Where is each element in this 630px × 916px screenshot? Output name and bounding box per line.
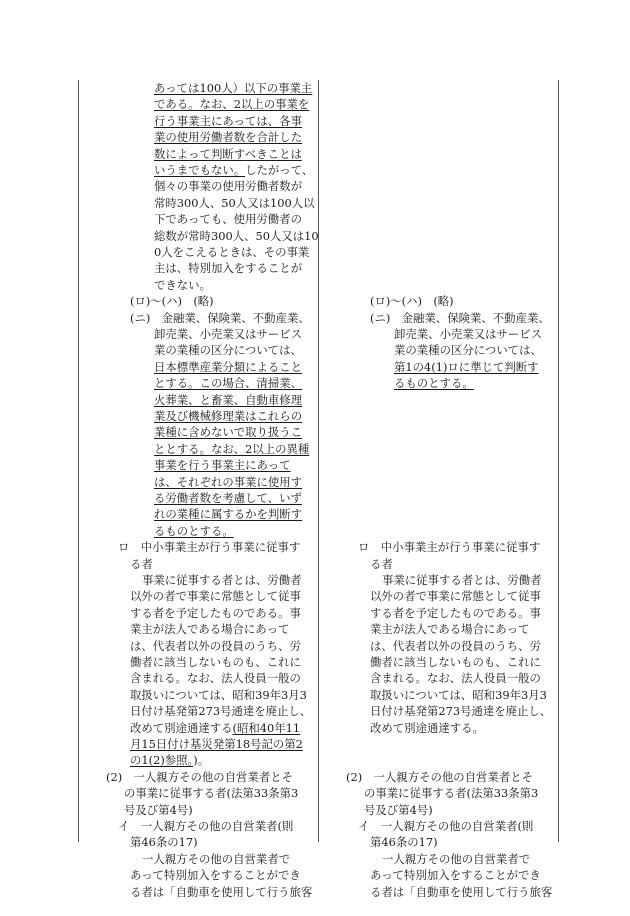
right-border — [558, 80, 559, 842]
line-text: る者は「自動車を使用して行う旅客 — [370, 884, 553, 899]
line-text: 第1の4(1)ロに準じて判断す — [394, 359, 539, 374]
text-line — [358, 539, 540, 555]
text-line — [154, 162, 313, 178]
line-text: るものとする。 — [154, 523, 234, 538]
line-text: 含まれる。なお、法人役員一般の — [370, 671, 541, 686]
text-line — [382, 572, 541, 588]
text-line — [130, 293, 214, 309]
line-text: 第46条の17) — [130, 835, 198, 850]
line-text: 業種に含めないで取り扱うこ — [154, 425, 303, 440]
text-line — [394, 359, 539, 375]
line-text: 第46条の17) — [370, 835, 438, 850]
line-text: 以外の者で事業に常態として従事 — [130, 589, 301, 604]
text-line — [370, 867, 541, 883]
line-text: 0人をこえるときは、その事業 — [154, 245, 310, 259]
line-text: あって特別加入をすることができ — [130, 868, 301, 883]
text-line — [154, 408, 302, 424]
text-line — [154, 375, 302, 391]
text-line — [130, 867, 301, 883]
center-divider — [318, 80, 319, 842]
line-text: 一人親方その他の自営業者で — [382, 851, 531, 866]
line-text-tail: したがって、 — [245, 163, 314, 177]
text-line — [370, 703, 551, 719]
line-text: 個々の事業の使用労働者数が — [154, 179, 303, 194]
line-text: 日本標準産業分類によること — [154, 359, 303, 374]
text-line — [130, 621, 289, 637]
line-text: とする。この場合、清掃業、 — [154, 376, 303, 391]
text-line — [364, 785, 538, 801]
line-text-underlined-tail: (昭和40年11 — [232, 720, 301, 735]
line-text: 業の業種の区分については、 — [154, 343, 302, 358]
line-text: (2) 一人親方その他の自営業者とそ — [346, 769, 533, 784]
line-text: は、代表者以外の役員のうち、労 — [130, 638, 301, 653]
text-line — [130, 654, 301, 670]
text-line — [130, 605, 301, 621]
line-text: 改めて別途通達する。 — [370, 720, 484, 735]
line-text: 業の使用労働者数を合計した — [154, 130, 303, 145]
text-line — [130, 556, 153, 572]
text-line — [154, 424, 302, 440]
text-line — [130, 687, 307, 703]
line-text: (ニ) 金融業、保険業、不動産業、 — [130, 310, 310, 325]
line-text: である。なお、2以上の事業を — [154, 97, 310, 112]
line-text: できない。 — [154, 277, 211, 292]
text-line — [130, 752, 209, 768]
text-line — [154, 326, 302, 342]
line-text: の事業に従事する者(法第33条第3 — [364, 786, 539, 801]
text-line — [370, 621, 529, 637]
line-text: 業主が法人である場合にあって — [130, 622, 290, 637]
line-text: 行う事業主にあっては、各事 — [154, 113, 302, 128]
text-line — [370, 687, 547, 703]
text-line — [154, 96, 309, 112]
line-text: 業主が法人である場合にあって — [370, 622, 530, 637]
line-text: れの業種に属するかを判断す — [154, 507, 303, 522]
line-text: 数によって判断すべきことは — [154, 146, 302, 161]
text-line — [370, 605, 541, 621]
text-line — [370, 556, 393, 572]
text-line — [370, 638, 541, 654]
text-line — [154, 80, 312, 96]
line-text: (ニ) 金融業、保険業、不動産業、 — [370, 310, 550, 325]
text-line — [130, 834, 198, 850]
text-line — [154, 178, 302, 194]
line-text: あって特別加入をすることができ — [370, 868, 541, 883]
text-line — [370, 720, 484, 736]
text-line — [154, 228, 319, 244]
line-text: ととする。なお、2以上の異種 — [154, 441, 310, 456]
line-text: 火葬業、と畜業、自動車修理 — [154, 392, 303, 407]
text-line — [394, 375, 474, 391]
line-text: イ 一人親方その他の自営業者(則 — [118, 819, 294, 833]
line-text: の1(2)参照。 — [130, 753, 194, 768]
line-text: 主は、特別加入をすることが — [154, 261, 303, 276]
line-text: する者を予定したものである。事 — [130, 605, 301, 620]
text-line — [124, 802, 193, 818]
line-text: 取扱いについては、昭和39年3月3 — [130, 687, 307, 702]
text-line — [370, 670, 541, 686]
text-line — [346, 769, 533, 785]
line-text: 事業に従事する者とは、労働者 — [382, 573, 542, 587]
text-line — [130, 884, 312, 900]
line-text: 改めて別途通達する — [130, 720, 233, 735]
line-text: 卸売業、小売業又はサービス — [154, 327, 303, 341]
line-text: イ 一人親方その他の自営業者(則 — [358, 819, 534, 833]
text-line — [130, 588, 301, 604]
line-text: は、代表者以外の役員のうち、労 — [370, 638, 541, 653]
line-text: 号及び第4号) — [364, 802, 433, 817]
text-line — [154, 359, 302, 375]
line-text: るものとする。 — [394, 376, 474, 391]
text-line — [370, 588, 541, 604]
text-line — [118, 539, 300, 555]
text-line — [106, 769, 293, 785]
text-line — [370, 293, 454, 309]
text-line — [154, 129, 302, 145]
text-line — [130, 670, 301, 686]
line-text: 含まれる。なお、法人役員一般の — [130, 671, 301, 686]
line-text: (ロ)～(ハ) (略) — [130, 294, 214, 309]
line-text: る者 — [370, 556, 393, 571]
text-line — [142, 572, 301, 588]
line-text: 業の業種の区分については、 — [394, 343, 542, 358]
line-text: る者 — [130, 556, 153, 571]
text-line — [154, 260, 302, 276]
line-text: 下であっても、使用労働者の — [154, 212, 302, 227]
text-line — [154, 474, 302, 490]
line-text: 月15日付け基災発第18号記の第2 — [130, 737, 303, 751]
text-line — [130, 638, 301, 654]
text-line — [154, 195, 315, 211]
text-line — [118, 818, 293, 834]
line-text: 常時300人、50人又は100人以 — [154, 195, 315, 210]
text-line — [394, 342, 542, 358]
text-line — [154, 277, 211, 293]
line-text: 卸売業、小売業又はサービス — [394, 327, 543, 341]
text-line — [154, 211, 302, 227]
line-text: 業及び機械修理業はこれらの — [154, 409, 303, 423]
text-line — [154, 506, 302, 522]
line-text: あっては100人）以下の事業主 — [154, 81, 313, 95]
line-text: いうまでもない。 — [154, 163, 246, 177]
line-text: (ロ)～(ハ) (略) — [370, 294, 454, 309]
text-line — [370, 834, 438, 850]
line-text: 以外の者で事業に常態として従事 — [370, 589, 541, 604]
text-line — [130, 736, 303, 752]
line-text: ロ 中小事業主が行う事業に従事す — [118, 540, 301, 555]
text-line — [124, 785, 298, 801]
text-line — [370, 884, 552, 900]
text-line — [370, 310, 550, 326]
text-line — [154, 342, 302, 358]
line-text: 日付け基発第273号通達を廃止し、 — [130, 704, 312, 719]
line-text: 働者に該当しないものも、これに — [370, 655, 541, 669]
text-line — [154, 244, 309, 260]
line-text: 一人親方その他の自営業者で — [142, 851, 291, 866]
text-line — [154, 113, 302, 129]
text-line — [130, 703, 311, 719]
text-line — [154, 457, 291, 473]
line-text: る者は「自動車を使用して行う旅客 — [130, 884, 313, 899]
text-line — [370, 654, 541, 670]
text-line — [154, 490, 302, 506]
line-text: ロ 中小事業主が行う事業に従事す — [358, 540, 541, 555]
line-text: る労働者数を考慮して、いず — [154, 491, 302, 505]
left-border — [78, 80, 79, 842]
line-text: は、それぞれの事業に使用す — [154, 474, 303, 489]
text-line — [364, 802, 433, 818]
line-text: の事業に従事する者(法第33条第3 — [124, 786, 299, 801]
text-line — [394, 326, 542, 342]
text-line — [130, 310, 310, 326]
line-text: 総数が常時300人、50人又は10 — [154, 228, 319, 243]
text-line — [154, 441, 309, 457]
text-line — [154, 392, 302, 408]
line-text: 事業を行う事業主にあって — [154, 458, 291, 473]
line-text: 取扱いについては、昭和39年3月3 — [370, 687, 547, 702]
text-line — [130, 720, 300, 736]
text-line — [382, 851, 530, 867]
line-text: 事業に従事する者とは、労働者 — [142, 573, 302, 587]
line-text-tail: )。 — [193, 753, 210, 768]
text-line — [154, 523, 234, 539]
text-line — [358, 818, 533, 834]
line-text: (2) 一人親方その他の自営業者とそ — [106, 769, 293, 784]
line-text: 働者に該当しないものも、これに — [130, 655, 301, 669]
text-line — [142, 851, 290, 867]
line-text: 号及び第4号) — [124, 802, 193, 817]
text-line — [154, 146, 302, 162]
line-text: 日付け基発第273号通達を廃止し、 — [370, 704, 552, 719]
line-text: する者を予定したものである。事 — [370, 605, 541, 620]
